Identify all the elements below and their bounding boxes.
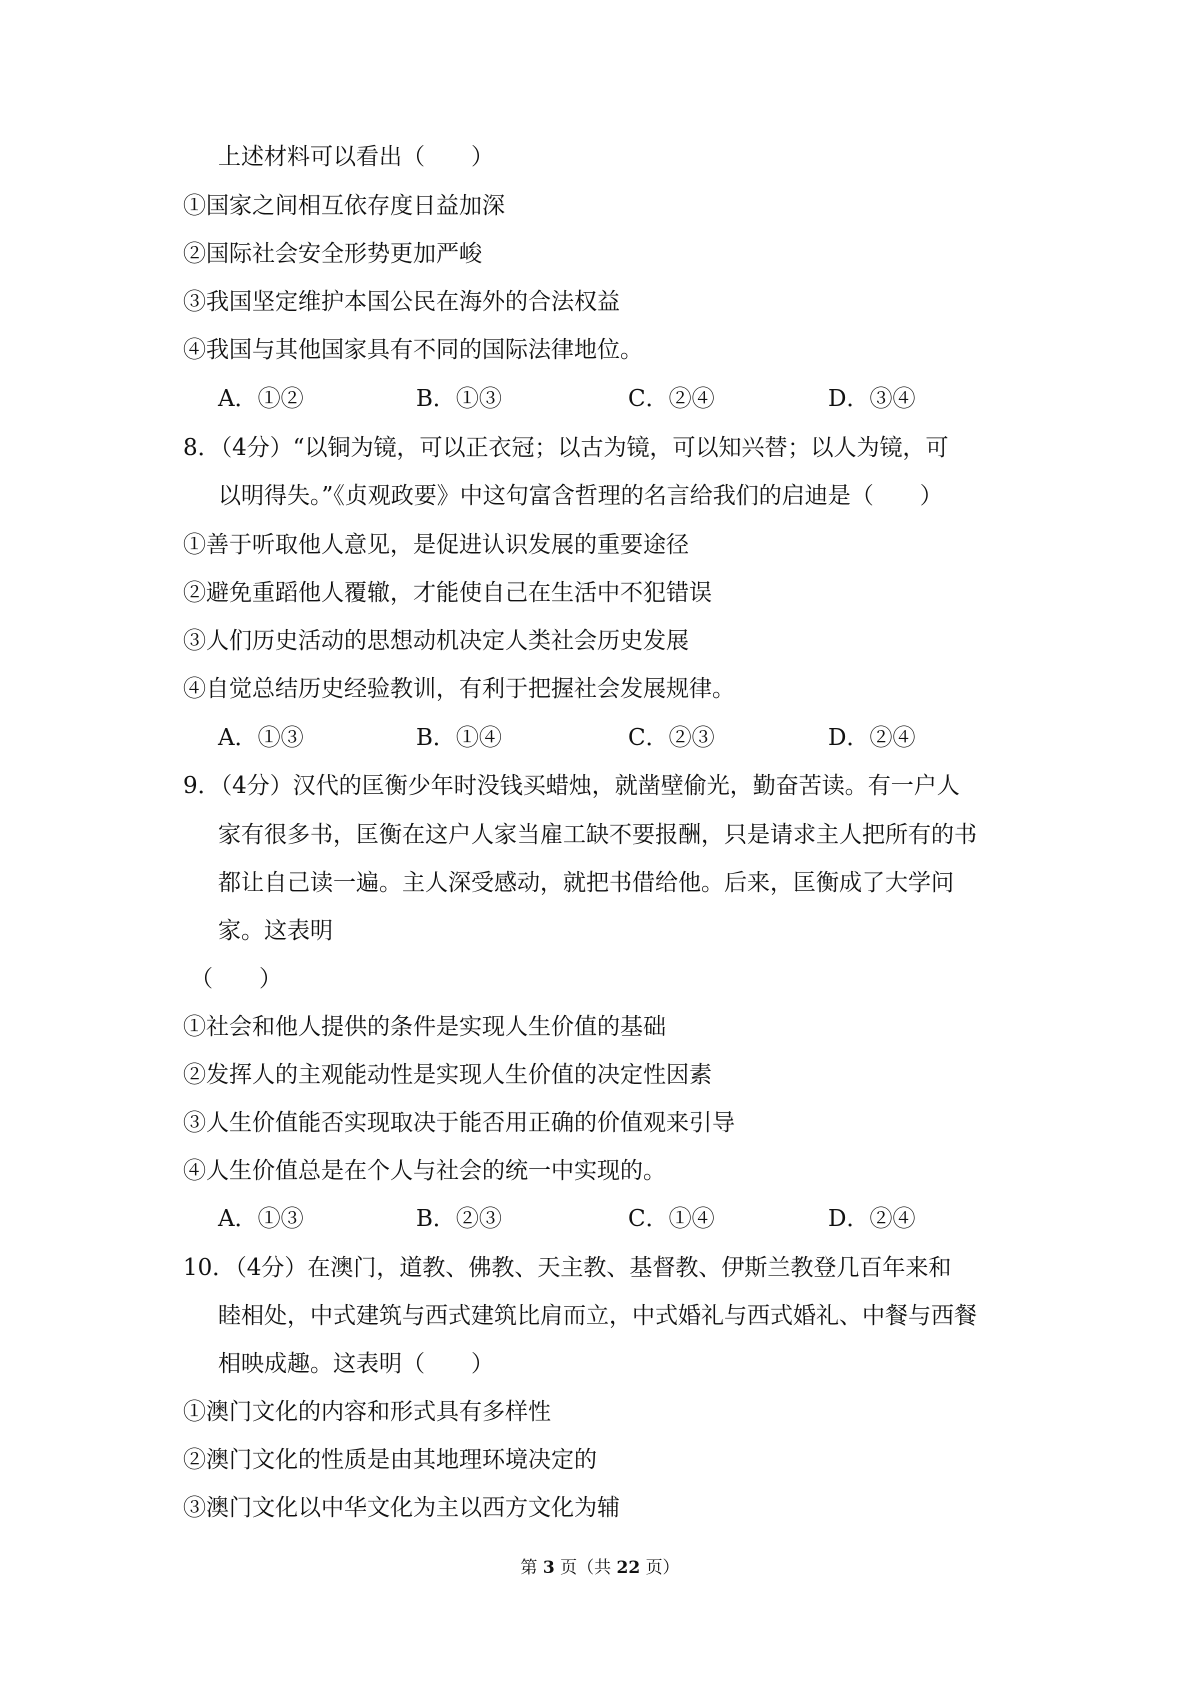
question-10-stem-line-1: 10．（4分）在澳门，道教、佛教、天主教、基督教、伊斯兰教登几百年来和 [183,1255,952,1281]
question-7-item-2: ②国际社会安全形势更加严峻 [183,241,482,267]
question-10-item-1: ①澳门文化的内容和形式具有多样性 [183,1399,551,1425]
question-8-stem-line-1: 8．（4分）“以铜为镜，可以正衣冠；以古为镜，可以知兴替；以人为镜，可 [183,435,949,461]
question-8-item-3: ③人们历史活动的思想动机决定人类社会历史发展 [183,628,689,654]
question-7-stem-end: 上述材料可以看出（ ） [218,144,494,170]
question-8-item-4: ④自觉总结历史经验教训，有利于把握社会发展规律。 [183,676,735,702]
question-7-item-3: ③我国坚定维护本国公民在海外的合法权益 [183,289,620,315]
question-9-item-4: ④人生价值总是在个人与社会的统一中实现的。 [183,1158,666,1184]
question-9-item-3: ③人生价值能否实现取决于能否用正确的价值观来引导 [183,1110,735,1136]
question-9-option-d[interactable]: D．②④ [828,1206,916,1232]
question-7-option-d[interactable]: D．③④ [828,386,916,412]
question-9-stem-line-2: 家有很多书，匡衡在这户人家当雇工缺不要报酬，只是请求主人把所有的书 [218,822,977,848]
footer-middle: 页（共 [560,1558,612,1578]
total-pages: 22 [616,1558,641,1578]
question-8-option-a[interactable]: A．①③ [218,725,304,751]
question-8-item-2: ②避免重蹈他人覆辙，才能使自己在生活中不犯错误 [183,580,712,606]
footer-prefix: 第 [520,1558,538,1578]
question-7-option-a[interactable]: A．①② [218,386,304,412]
question-9-stem-line-1: 9．（4分）汉代的匡衡少年时没钱买蜡烛，就凿壁偷光，勤奋苦读。有一户人 [183,773,960,799]
page-footer [0,1556,1200,1580]
question-8-option-b[interactable]: B．①④ [416,725,502,751]
question-8-item-1: ①善于听取他人意见，是促进认识发展的重要途径 [183,532,689,558]
question-10-stem-line-2: 睦相处，中式建筑与西式建筑比肩而立，中式婚礼与西式婚礼、中餐与西餐 [218,1303,977,1329]
question-9-item-2: ②发挥人的主观能动性是实现人生价值的决定性因素 [183,1062,712,1088]
question-8-option-c[interactable]: C．②③ [628,725,715,751]
question-9-option-b[interactable]: B．②③ [416,1206,502,1232]
question-7-option-b[interactable]: B．①③ [416,386,502,412]
question-9-answer-bracket: （ ） [190,966,282,992]
question-10-item-3: ③澳门文化以中华文化为主以西方文化为辅 [183,1495,620,1521]
question-9-stem-line-4: 家。这表明 [218,918,333,944]
footer-suffix: 页） [645,1558,680,1578]
question-9-option-a[interactable]: A．①③ [218,1206,304,1232]
question-10-item-2: ②澳门文化的性质是由其地理环境决定的 [183,1447,597,1473]
question-8-stem-line-2: 以明得失。”《贞观政要》中这句富含哲理的名言给我们的启迪是（ ） [218,483,943,509]
question-9-item-1: ①社会和他人提供的条件是实现人生价值的基础 [183,1014,666,1040]
question-7-item-4: ④我国与其他国家具有不同的国际法律地位。 [183,337,643,363]
question-8-option-d[interactable]: D．②④ [828,725,916,751]
question-9-option-c[interactable]: C．①④ [628,1206,715,1232]
question-7-item-1: ①国家之间相互依存度日益加深 [183,193,505,219]
question-10-stem-line-3: 相映成趣。这表明（ ） [218,1351,494,1377]
page-number: 3 [542,1558,555,1578]
question-9-stem-line-3: 都让自己读一遍。主人深受感动，就把书借给他。后来，匡衡成了大学问 [218,870,954,896]
question-7-option-c[interactable]: C．②④ [628,386,715,412]
